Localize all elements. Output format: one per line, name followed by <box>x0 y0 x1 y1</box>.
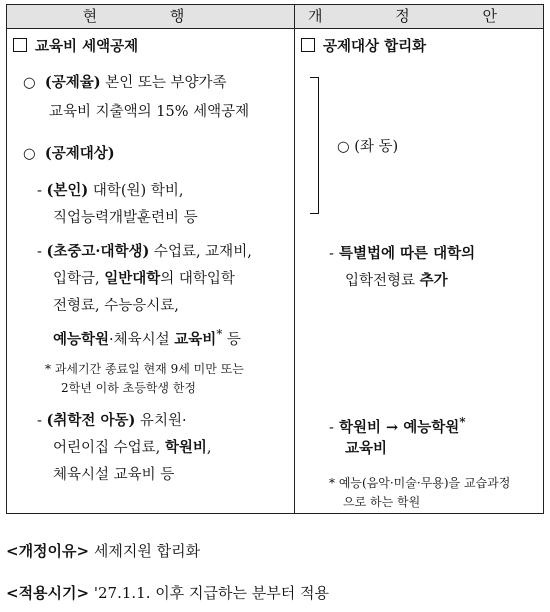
self-line-1: - (본인) 대학(원) 학비, <box>37 182 184 199</box>
left-section-title: 교육비 세액공제 <box>13 38 138 56</box>
column-divider <box>294 5 295 513</box>
academy-note-1: * 예능(음악·미술·무용)을 교습과정 <box>329 476 511 490</box>
header-revised: 개 정 안 <box>307 7 531 25</box>
academy-line-1: - 학원비 → 예능학원* <box>329 415 466 436</box>
revision-reason: <개정이유> 세제지원 합리화 <box>6 542 201 560</box>
circle-bullet-icon: ○ <box>23 75 36 91</box>
law-line-2: 입학전형료 추가 <box>345 272 448 289</box>
student-line-2: 입학금, 일반대학의 대학입학 <box>53 270 235 287</box>
law-line-1: - 특별법에 따른 대학의 <box>329 245 476 262</box>
header-current: 현 행 <box>82 7 219 25</box>
student-line-1: - (초중고·대학생) 수업료, 교재비, <box>37 243 252 260</box>
preschool-line-2: 어린이집 수업료, 학원비, <box>53 439 212 456</box>
student-note-2: 2학년 이하 초등학생 한정 <box>61 381 196 395</box>
same-as-left-text: ○ (좌 동) <box>337 139 399 155</box>
checkbox-square-icon <box>13 38 27 52</box>
student-note-1: * 과세기간 종료일 현재 9세 미만 또는 <box>45 362 244 376</box>
checkbox-square-icon <box>301 38 315 52</box>
target-heading: ○ (공제대상) <box>23 145 115 162</box>
comparison-table <box>6 4 544 514</box>
rate-line-1: ○ (공제율) 본인 또는 부양가족 <box>23 74 227 91</box>
student-line-4: 예능학원·체육시설 교육비* 등 <box>53 327 241 348</box>
academy-note-2: 으로 하는 학원 <box>343 495 421 509</box>
self-line-2: 직업능력개발훈련비 등 <box>53 210 198 226</box>
rate-line-2: 교육비 지출액의 15% 세액공제 <box>49 104 250 120</box>
preschool-line-3: 체육시설 교육비 등 <box>53 467 175 483</box>
student-line-3: 전형료, 수능응시료, <box>53 298 179 314</box>
table-header <box>7 5 543 29</box>
circle-bullet-icon: ○ <box>23 146 36 162</box>
same-as-left-bracket <box>310 77 319 214</box>
effective-date: <적용시기> '27.1.1. 이후 지급하는 분부터 적용 <box>6 584 329 602</box>
academy-line-2: 교육비 <box>345 440 388 457</box>
preschool-line-1: - (취학전 아동) 유치원· <box>37 412 187 429</box>
right-section-title: 공제대상 합리화 <box>301 38 426 56</box>
